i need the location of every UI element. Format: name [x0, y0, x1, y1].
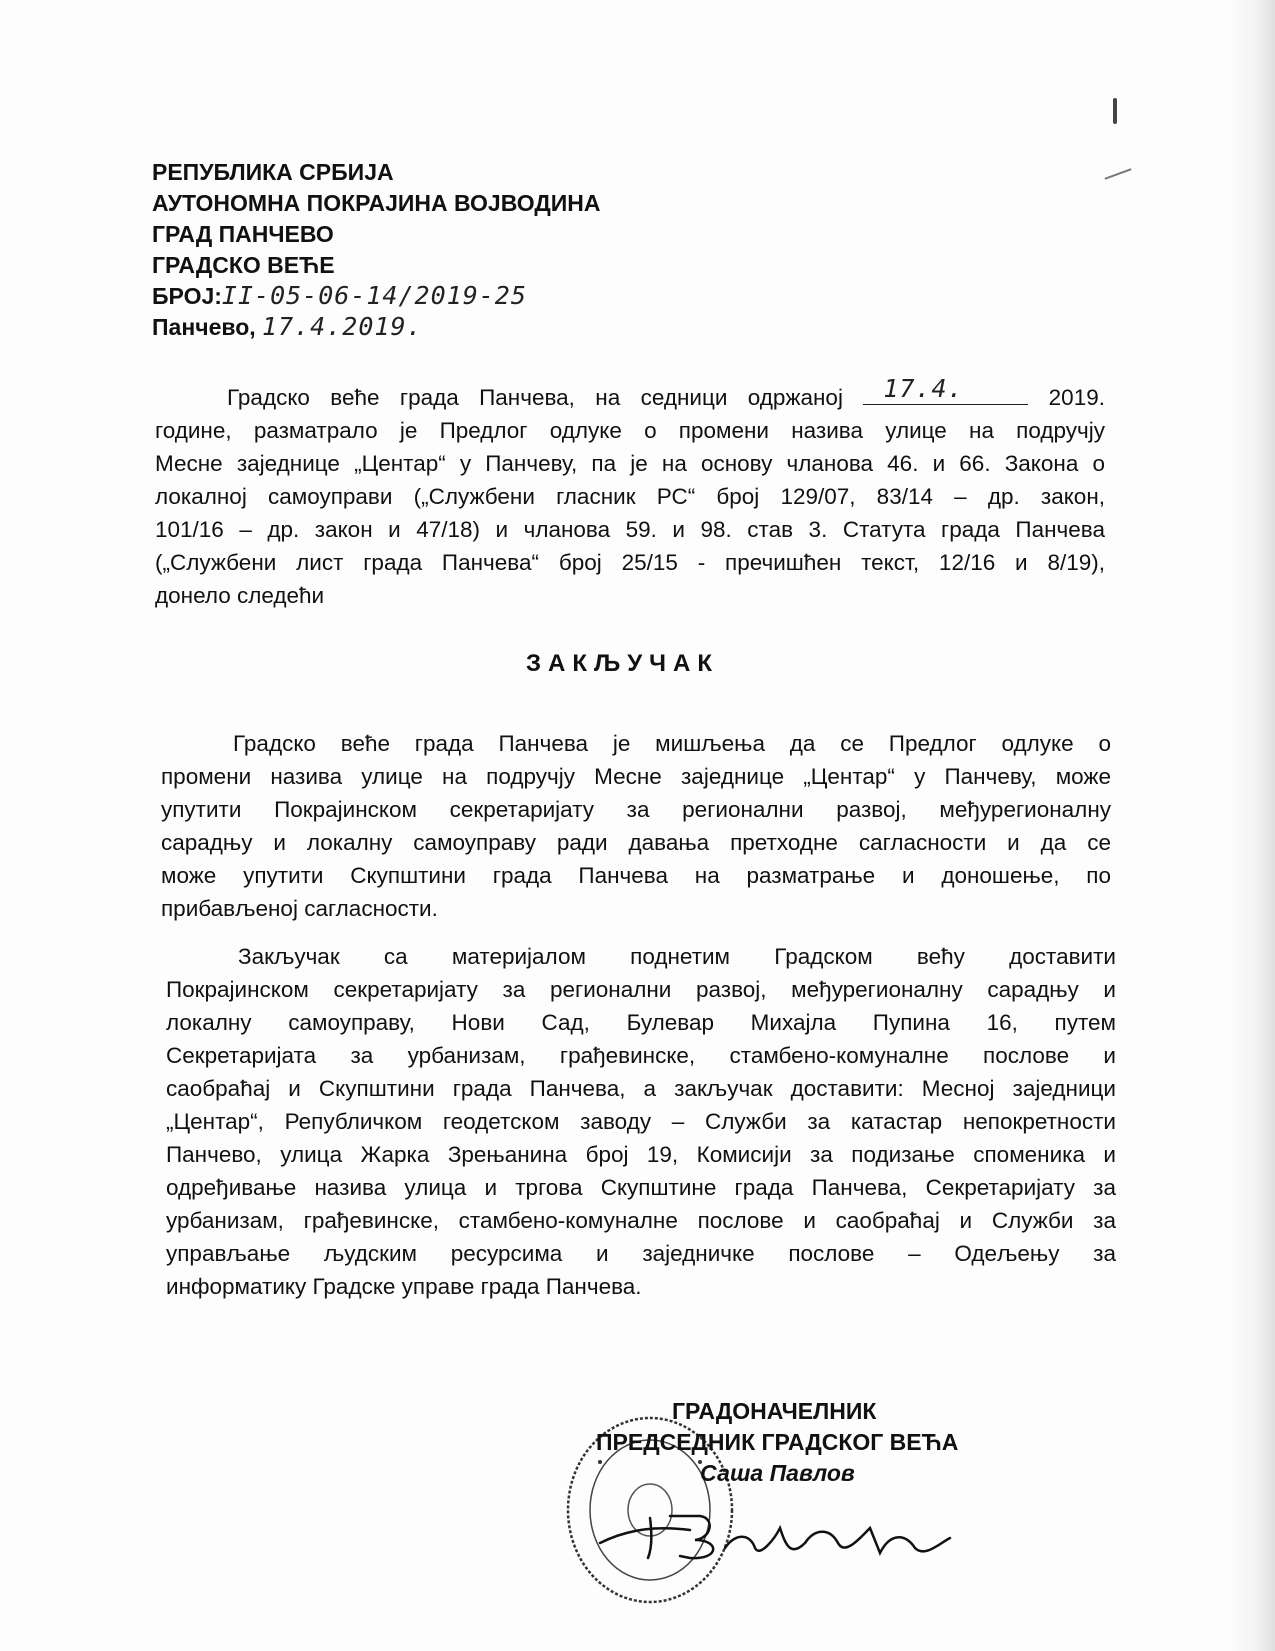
- scan-edge-shadow: [1227, 0, 1275, 1651]
- header-place-date: [152, 311, 423, 343]
- intro-line-4: локалној самоуправи („Службени гласник РС“ број 129/07, 83/14 – др. закон,: [155, 484, 1105, 509]
- intro-line-2: године, разматрало је Предлог одлуке о промени назива улице на подручју: [155, 418, 1105, 443]
- p1-line-3: упутити Покрајинском секретаријату за регионални развој, међурегионалну: [161, 797, 1111, 822]
- signature-role-2: ПРЕДСЕДНИК ГРАДСКОГ ВЕЋА: [596, 1429, 959, 1455]
- p1-line-5: може упутити Скупштини града Панчева на разматрање и доношење, по: [161, 863, 1111, 888]
- intro-line-5: 101/16 – др. закон и 47/18) и чланова 59. и 98. став 3. Статута града Панчева: [155, 517, 1105, 542]
- p2-line-5: саобраћај и Скупштини града Панчева, а закључак доставити: Месној заједници: [166, 1076, 1116, 1101]
- number-handwritten: II-05-06-14/2019-25: [221, 281, 527, 310]
- handwritten-signature-icon: [590, 1498, 990, 1568]
- place-label: Панчево,: [152, 314, 256, 340]
- p2-line-10: управљање људским ресурсима и заједничке послове – Одељењу за: [166, 1241, 1116, 1266]
- p2-line-3: локалну самоуправу, Нови Сад, Булевар Михајла Пупина 16, путем: [166, 1010, 1116, 1035]
- p2-line-1: Закључак са материјалом поднетим Градском већу доставити: [238, 944, 1116, 969]
- p2-line-9: урбанизам, грађевинске, стамбено-комуналне послове и саобраћај и Служби за: [166, 1208, 1116, 1233]
- signature-role-1: ГРАДОНАЧЕЛНИК: [672, 1398, 877, 1424]
- intro-line-3: Месне заједнице „Центар“ у Панчеву, па је на основу чланова 46. и 66. Закона о: [155, 451, 1105, 476]
- intro-line-1: Градско веће града Панчева, на седници одржаној 17.4. 2019.: [227, 374, 1105, 410]
- scan-mark: [1113, 98, 1117, 124]
- p2-line-6: „Центар“, Републичком геодетском заводу – Служби за катастар непокретности: [166, 1109, 1116, 1134]
- document-title: ЗАКЉУЧАК: [525, 650, 720, 677]
- conclusion-paragraph-1: [161, 727, 1111, 925]
- intro-line-6: („Службени лист града Панчева“ број 25/15 - пречишћен текст, 12/16 и 8/19),: [155, 550, 1105, 575]
- header-council: ГРАДСКО ВЕЋЕ: [152, 252, 335, 278]
- header-province: АУТОНОМНА ПОКРАЈИНА ВОЈВОДИНА: [152, 190, 601, 216]
- intro-paragraph: [155, 374, 1105, 612]
- header-republic: РЕПУБЛИКА СРБИЈА: [152, 159, 394, 185]
- number-label: БРОЈ:: [152, 283, 222, 309]
- date-blank: [863, 374, 1028, 405]
- place-date-handwritten: 17.4.2019.: [262, 312, 423, 341]
- p1-line-1: Градско веће града Панчева је мишљења да се Предлог одлуке о: [233, 731, 1111, 756]
- scan-mark: [1105, 168, 1132, 179]
- p2-line-4: Секретаријата за урбанизам, грађевинске, стамбено-комуналне послове и: [166, 1043, 1116, 1068]
- header-number: [152, 280, 527, 312]
- header-city: ГРАД ПАНЧЕВО: [152, 221, 334, 247]
- p2-line-8: одређивање назива улица и тргова Скупштине града Панчева, Секретаријату за: [166, 1175, 1116, 1200]
- p2-line-2: Покрајинском секретаријату за регионални развој, међурегионалну сарадњу и: [166, 977, 1116, 1002]
- date-handwritten: 17.4.: [883, 374, 964, 403]
- p1-line-6: прибављеној сагласности.: [161, 896, 438, 921]
- intro-line-7: донело следећи: [155, 583, 325, 608]
- p1-line-4: сарадњу и локалну самоуправу ради давања претходне сагласности и да се: [161, 830, 1111, 855]
- p1-line-2: промени назива улице на подручју Месне заједнице „Центар“ у Панчеву, може: [161, 764, 1111, 789]
- signature-name: Саша Павлов: [700, 1460, 855, 1486]
- conclusion-paragraph-2: [166, 940, 1116, 1303]
- p2-line-7: Панчево, улица Жарка Зрењанина број 19, Комисији за подизање споменика и: [166, 1142, 1116, 1167]
- p2-line-11: информатику Градске управе града Панчева.: [166, 1274, 642, 1299]
